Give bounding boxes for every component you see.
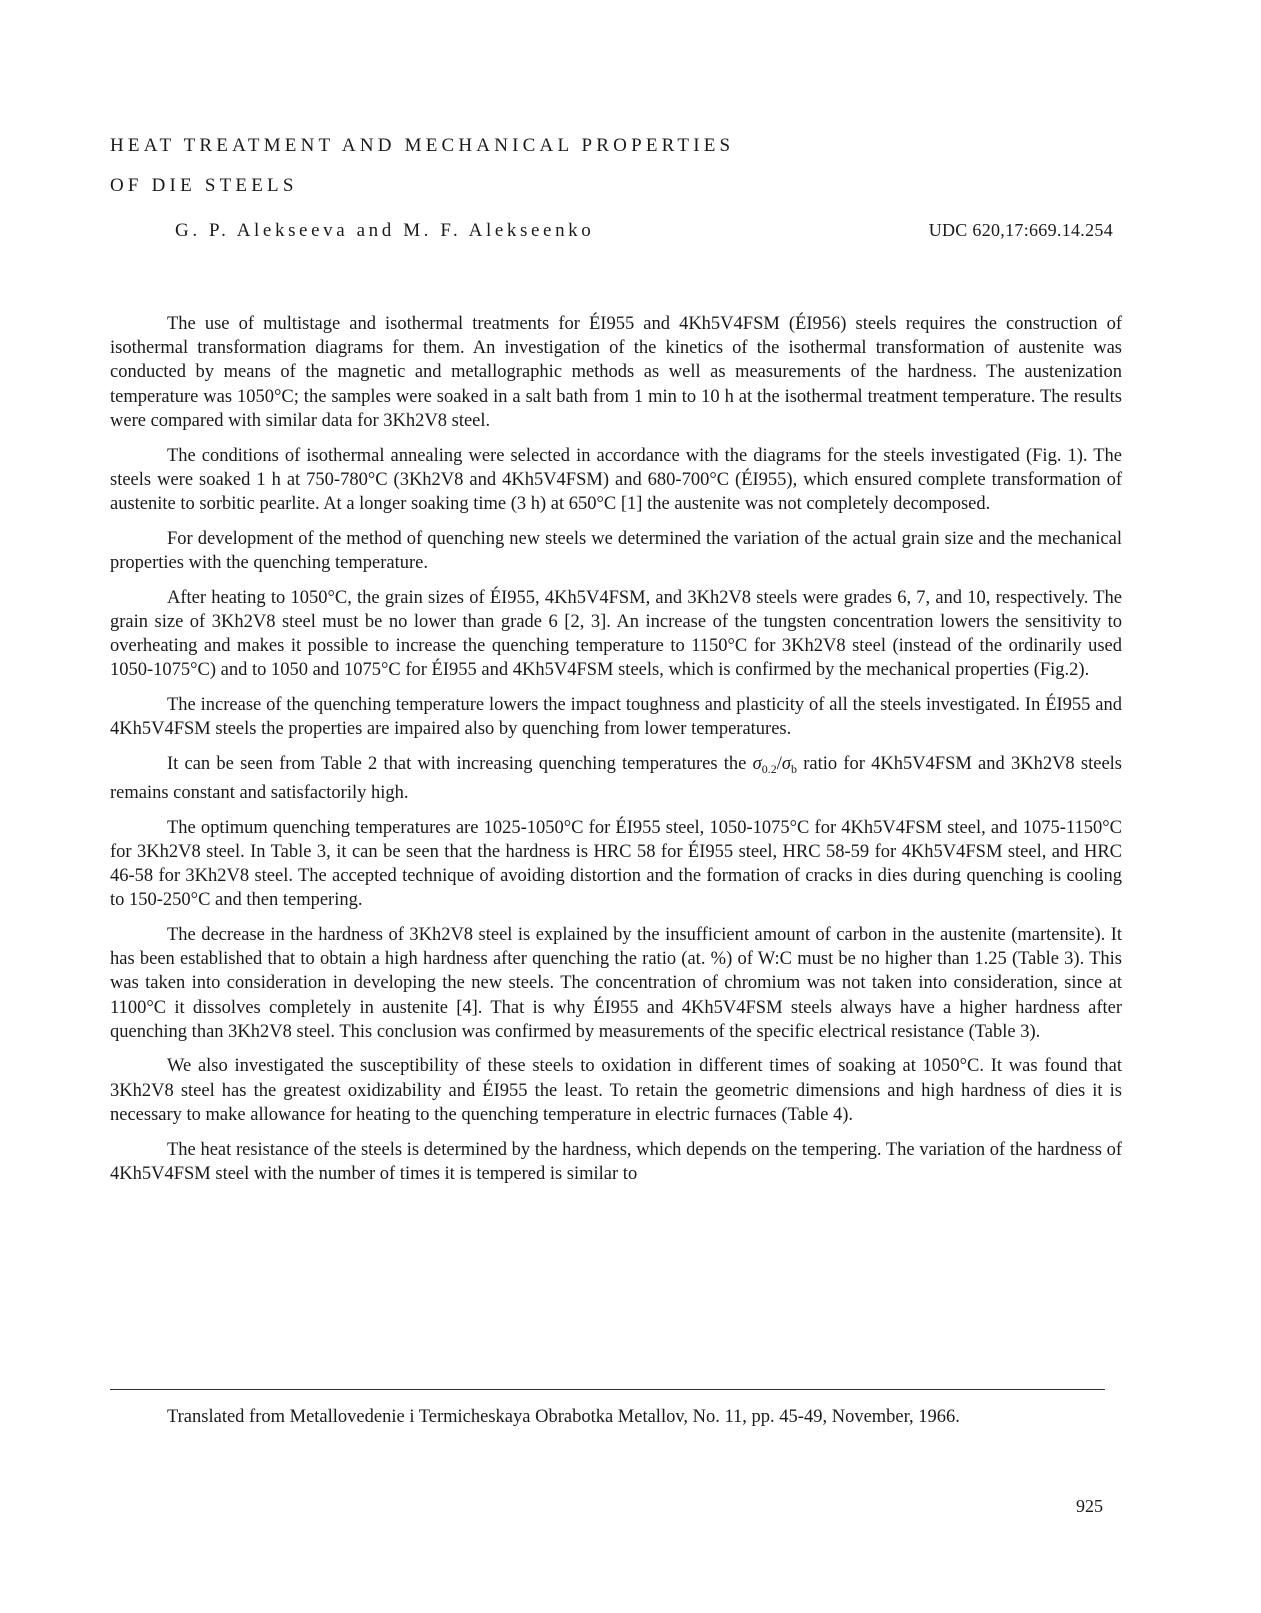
slash: /: [776, 753, 782, 774]
paragraph: The heat resistance of the steels is determined by the hardness, which depends on the tempering. The variation of the hardness of 4Kh5V4FSM steel with the number of times it is tempered is similar to: [110, 1139, 1122, 1184]
authors: G. P. Alekseeva and M. F. Alekseenko: [175, 220, 595, 241]
paragraph: The conditions of isothermal annealing were selected in accordance with the diagrams for the steels investigated (Fig. 1). The steels were soaked 1 h at 750-780°C (3Kh2V8 and 4Kh5V4FSM) and 680-700°C (ÉI955), which ensured complete transformation of austenite to sorbitic pearlite. At a longer soaking time (3 h) at 650°C [1] the austenite was not completely decomposed.: [110, 445, 1122, 514]
page-number: 925: [1076, 1496, 1103, 1516]
subscript: b: [790, 761, 797, 776]
paragraph: We also investigated the susceptibility of these steels to oxidation in different times of soaking at 1050°C. It was found that 3Kh2V8 steel has the greatest oxidizability and ÉI955 the least. To retain the geometric dimensions and high hardness of dies it is necessary to make allowance for heating to the quenching temperature in electric furnaces (Table 4).: [110, 1056, 1122, 1125]
footnote-text: Translated from Metallovedenie i Termicheskaya Obrabotka Metallov, No. 11, pp. 45-49, November, 1966.: [167, 1407, 960, 1427]
article-body: [110, 312, 1122, 1197]
sigma-symbol: σ: [752, 753, 762, 774]
paragraph: The optimum quenching temperatures are 1025-1050°C for ÉI955 steel, 1050-1075°C for 4Kh5V4FSM steel, and 1075-1150°C for 3Kh2V8 steel. In Table 3, it can be seen that the hardness is HRC 58 for ÉI955 steel, HRC 58-59 for 4Kh5V4FSM steel, and HRC 46-58 for 3Kh2V8 steel. The accepted technique of avoiding distortion and the formation of cracks in dies during quenching is cooling to 150-250°C and then tempering.: [110, 817, 1122, 911]
paragraph: For development of the method of quenching new steels we determined the variation of the actual grain size and the mechanical properties with the quenching temperature.: [110, 528, 1122, 573]
paragraph: The use of multistage and isothermal treatments for ÉI955 and 4Kh5V4FSM (ÉI956) steels requires the construction of isothermal transformation diagrams for them. An investigation of the kinetics of the isothermal transformation of austenite was conducted by means of the magnetic and metallographic methods as well as measurements of the hardness. The austenization temperature was 1050°C; the samples were soaked in a salt bath from 1 min to 10 h at the isothermal treatment temperature. The results were compared with similar data for 3Kh2V8 steel.: [110, 314, 1122, 431]
title-line-1: HEAT TREATMENT AND MECHANICAL PROPERTIES: [110, 135, 735, 156]
subscript: 0.2: [761, 761, 777, 776]
paragraph: After heating to 1050°C, the grain sizes of ÉI955, 4Kh5V4FSM, and 3Kh2V8 steels were grades 6, 7, and 10, respectively. The grain size of 3Kh2V8 steel must be no lower than grade 6 [2, 3]. An increase of the tungsten concentration lowers the sensitivity to overheating and makes it possible to increase the quenching temperature to 1150°C for 3Kh2V8 steel (instead of the ordinarily used 1050-1075°C) and to 1050 and 1075°C for ÉI955 and 4Kh5V4FSM steels, which is confirmed by the mechanical properties (Fig.2).: [110, 587, 1122, 681]
article-title: [110, 126, 1010, 206]
paragraph-text: It can be seen from Table 2 that with increasing quenching temperatures the: [167, 753, 753, 774]
paragraph: The increase of the quenching temperature lowers the impact toughness and plasticity of all the steels investigated. In ÉI955 and 4Kh5V4FSM steels the properties are impaired also by quenching from lower temperatures.: [110, 694, 1122, 740]
title-line-2: OF DIE STEELS: [110, 175, 298, 196]
sigma-symbol: σ: [781, 753, 791, 774]
footnote: [110, 1405, 1110, 1429]
footnote-divider: [110, 1389, 1105, 1390]
paragraph-text: ratio for 4Kh5V4FSM and 3Kh2V8 steels remains constant and satisfactorily high.: [110, 753, 1122, 803]
paragraph: The decrease in the hardness of 3Kh2V8 steel is explained by the insufficient amount of carbon in the austenite (martensite). It has been established that to obtain a high hardness after quenching the ratio (at. %) of W:C must be no higher than 1.25 (Table 3). This was taken into consideration in developing the new steels. The concentration of chromium was not taken into consideration, since at 1100°C it dissolves completely in austenite [4]. That is why ÉI955 and 4Kh5V4FSM steels always have a higher hardness after quenching than 3Kh2V8 steel. This conclusion was confirmed by measurements of the specific electrical resistance (Table 3).: [110, 924, 1122, 1042]
paragraph: [110, 752, 1122, 805]
udc-code: UDC 620,17:669.14.254: [928, 220, 1113, 240]
